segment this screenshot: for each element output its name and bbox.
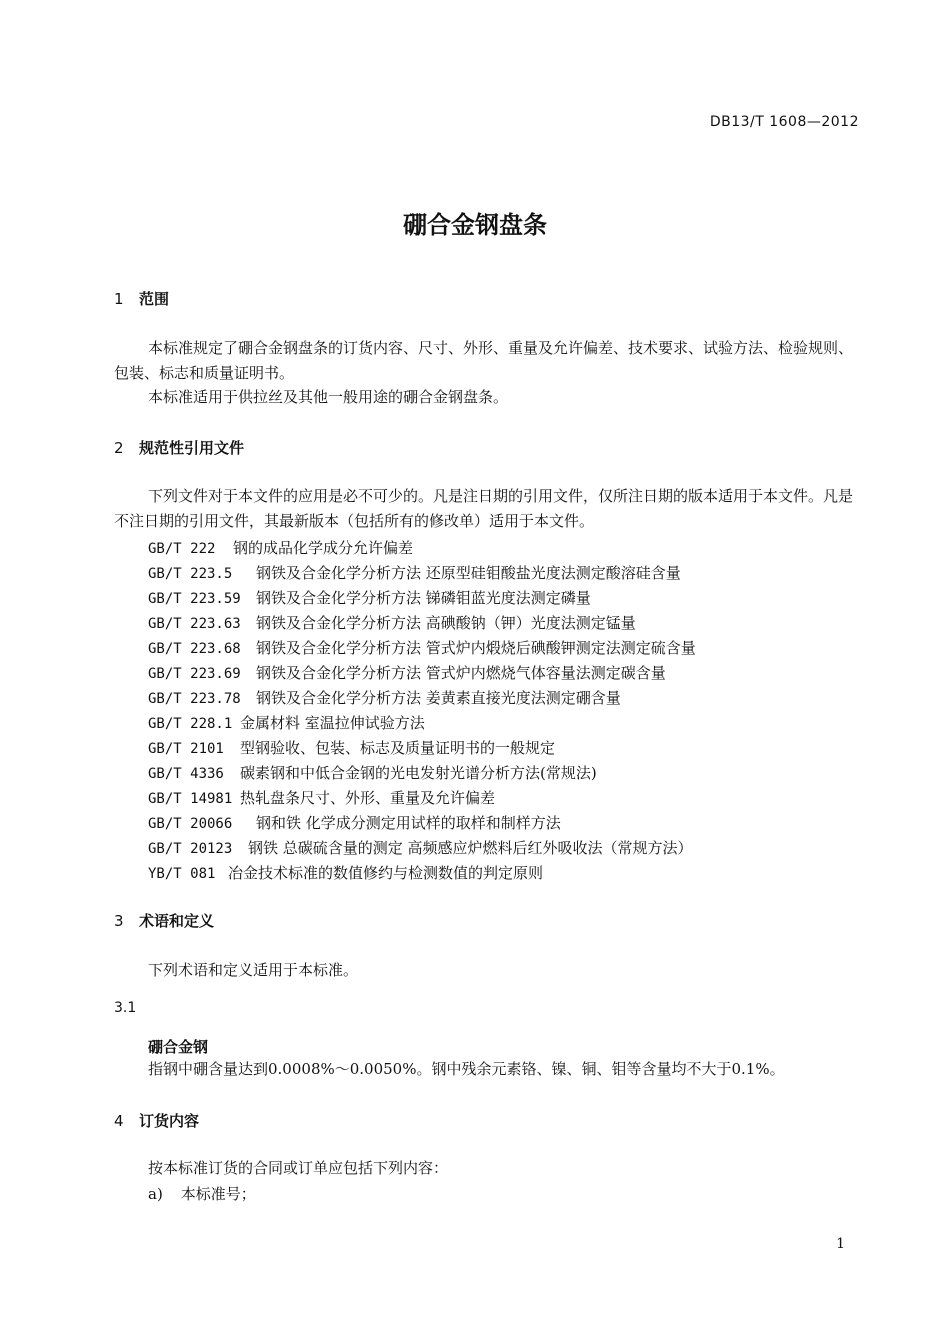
reference-title: 钢铁及合金化学分析方法 姜黄素直接光度法测定硼含量 <box>256 689 621 707</box>
reference-title: 钢铁及合金化学分析方法 锑磷钼蓝光度法测定磷量 <box>256 589 591 607</box>
reference-code: GB/T 223.59 <box>148 591 241 607</box>
section-4-heading <box>114 1110 199 1131</box>
list-item-text: 本标准号； <box>180 1185 256 1203</box>
section-number: 1 <box>114 290 124 308</box>
reference-code: GB/T 20066 <box>148 816 233 832</box>
reference-title: 钢铁及合金化学分析方法 高碘酸钠（钾）光度法测定锰量 <box>256 614 636 632</box>
reference-title: 钢铁及合金化学分析方法 还原型硅钼酸盐光度法测定酸溶硅含量 <box>256 564 681 582</box>
reference-item <box>148 661 666 687</box>
reference-item <box>148 786 495 812</box>
reference-item <box>148 711 425 737</box>
section-title: 规范性引用文件 <box>139 439 245 457</box>
standard-number: DB13/T 1608—2012 <box>709 114 859 130</box>
reference-code: GB/T 20123 <box>148 841 233 857</box>
reference-title: 型钢验收、包装、标志及质量证明书的一般规定 <box>240 739 556 757</box>
section-2-paragraph-1: 下列文件对于本文件的应用是必不可少的。凡是注日期的引用文件，仅所注日期的版本适用于本文件。凡是不注日期的引用文件，其最新版本（包括所有的修改单）适用于本文件。 <box>114 487 854 530</box>
reference-item <box>148 811 561 837</box>
reference-code: GB/T 228.1 <box>148 716 233 732</box>
section-3-heading <box>114 910 214 931</box>
reference-item <box>148 836 693 862</box>
reference-code: GB/T 223.69 <box>148 666 241 682</box>
reference-title: 钢铁及合金化学分析方法 管式炉内煅烧后碘酸钾测定法测定硫含量 <box>256 639 696 657</box>
list-item-a <box>148 1182 256 1207</box>
section-3-paragraph-1: 下列术语和定义适用于本标准。 <box>148 961 359 979</box>
reference-title: 钢和铁 化学成分测定用试样的取样和制样方法 <box>256 814 561 832</box>
reference-item <box>148 611 636 637</box>
document-title: 硼合金钢盘条 <box>403 211 547 239</box>
reference-code: GB/T 4336 <box>148 766 224 782</box>
reference-item <box>148 536 413 562</box>
list-item-label: a) <box>148 1185 163 1203</box>
section-title: 订货内容 <box>139 1112 200 1130</box>
page-number: 1 <box>836 1236 845 1252</box>
reference-code: GB/T 223.5 <box>148 566 233 582</box>
reference-title: 碳素钢和中低合金钢的光电发射光谱分析方法(常规法) <box>240 764 597 782</box>
section-2-heading <box>114 437 244 458</box>
reference-item <box>148 561 681 587</box>
term-number: 3.1 <box>114 1000 137 1016</box>
reference-code: GB/T 2101 <box>148 741 224 757</box>
section-number: 4 <box>114 1112 124 1130</box>
reference-title: 金属材料 室温拉伸试验方法 <box>240 714 425 732</box>
term-definition: 指钢中硼含量达到0.0008%～0.0050%。钢中残余元素铬、镍、铜、钼等含量均不大于0.1%。 <box>148 1060 785 1078</box>
reference-item <box>148 861 543 887</box>
reference-item <box>148 761 597 787</box>
reference-item <box>148 636 696 662</box>
section-title: 术语和定义 <box>139 912 215 930</box>
section-1-paragraph-1: 本标准规定了硼合金钢盘条的订货内容、尺寸、外形、重量及允许偏差、技术要求、试验方法、检验规则、包装、标志和质量证明书。 <box>114 339 854 382</box>
section-number: 2 <box>114 439 124 457</box>
reference-title: 热轧盘条尺寸、外形、重量及允许偏差 <box>240 789 496 807</box>
section-1-paragraph-2: 本标准适用于供拉丝及其他一般用途的硼合金钢盘条。 <box>148 388 509 406</box>
reference-item <box>148 736 555 762</box>
reference-item <box>148 586 591 612</box>
reference-title: 钢铁及合金化学分析方法 管式炉内燃烧气体容量法测定碳含量 <box>256 664 666 682</box>
reference-title: 冶金技术标准的数值修约与检测数值的判定原则 <box>228 864 544 882</box>
reference-code: GB/T 14981 <box>148 791 233 807</box>
reference-code: GB/T 223.78 <box>148 691 241 707</box>
reference-title: 钢的成品化学成分允许偏差 <box>233 539 414 557</box>
section-number: 3 <box>114 912 124 930</box>
term-name: 硼合金钢 <box>148 1038 209 1056</box>
section-1-heading <box>114 288 169 309</box>
reference-code: YB/T 081 <box>148 866 216 882</box>
reference-code: GB/T 223.68 <box>148 641 241 657</box>
section-4-paragraph-1: 按本标准订货的合同或订单应包括下列内容： <box>148 1159 449 1177</box>
section-title: 范围 <box>139 290 170 308</box>
reference-code: GB/T 222 <box>148 541 216 557</box>
reference-title: 钢铁 总碳硫含量的测定 高频感应炉燃料后红外吸收法（常规方法） <box>248 839 693 857</box>
reference-item <box>148 686 621 712</box>
reference-code: GB/T 223.63 <box>148 616 241 632</box>
